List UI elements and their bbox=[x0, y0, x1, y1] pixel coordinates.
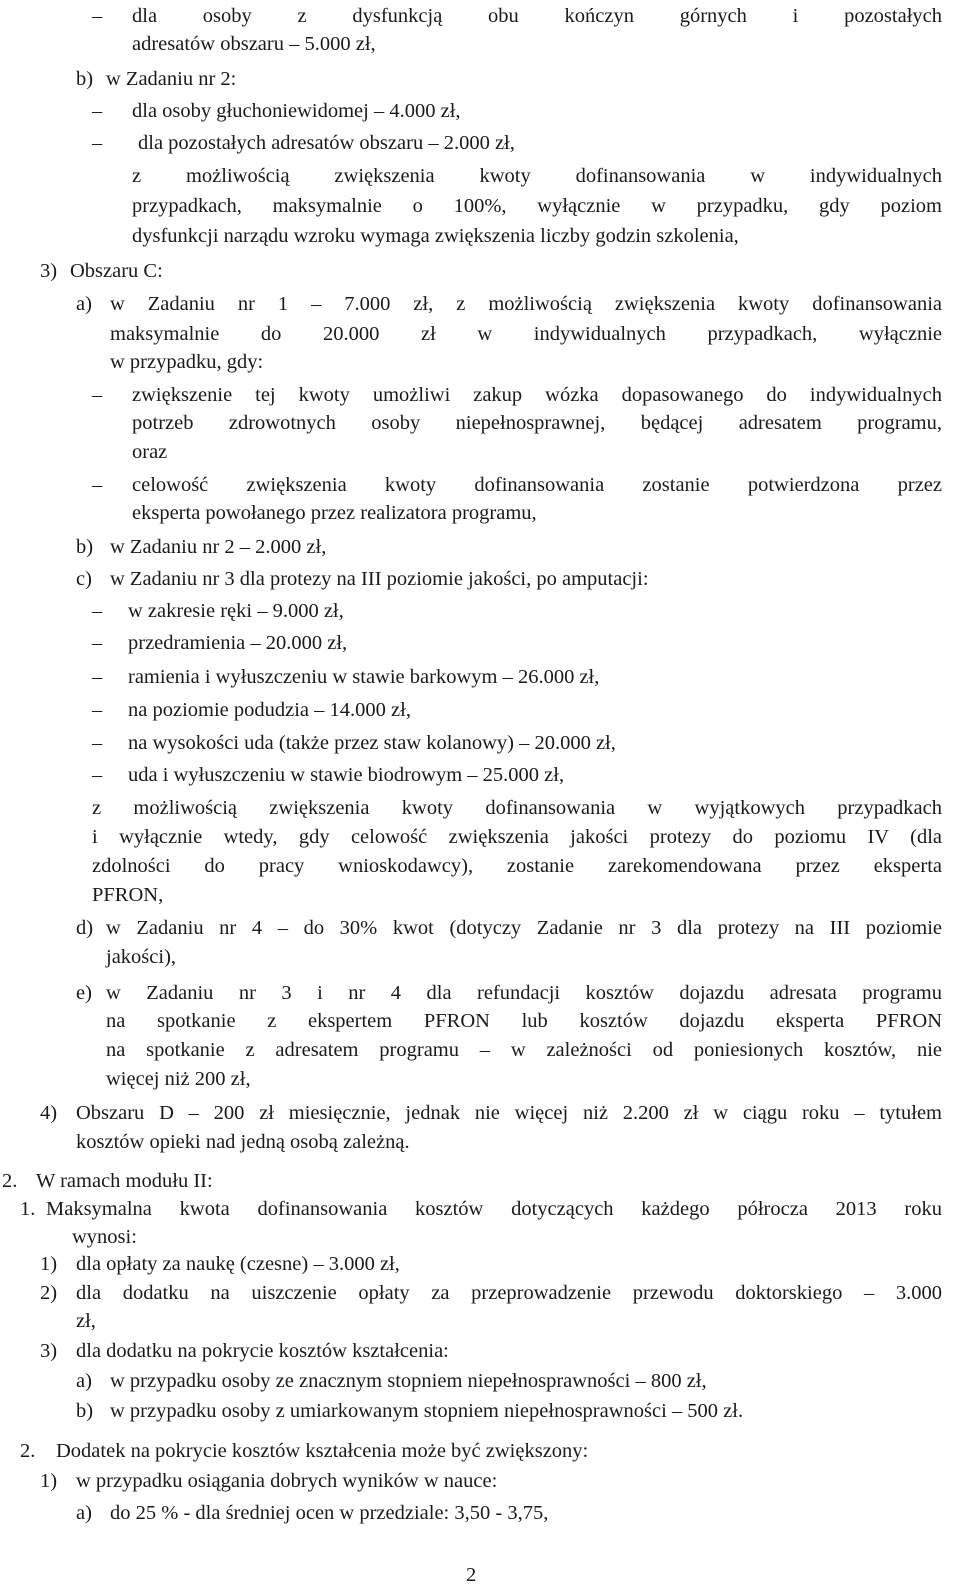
dash-marker: – bbox=[92, 132, 103, 154]
list-marker-3: 3) bbox=[40, 260, 58, 282]
list-marker-b: b) bbox=[76, 1400, 94, 1422]
list-marker-2: 2. bbox=[20, 1440, 36, 1462]
list-marker-a: a) bbox=[76, 293, 92, 315]
dash-marker: – bbox=[92, 732, 103, 754]
text-line: dla osoby głuchoniewidomej – 4.000 zł, bbox=[132, 100, 461, 122]
list-marker-b: b) bbox=[76, 68, 94, 90]
dash-marker: – bbox=[92, 384, 103, 406]
text-line: na poziomie podudzia – 14.000 zł, bbox=[128, 699, 411, 721]
text-line: dysfunkcji narządu wzroku wymaga zwiększenia liczby godzin szkolenia, bbox=[132, 225, 739, 247]
list-marker-a: a) bbox=[76, 1370, 92, 1392]
text-line: w przypadku, gdy: bbox=[110, 351, 264, 373]
dash-marker: – bbox=[92, 699, 103, 721]
list-marker-b: b) bbox=[76, 536, 94, 558]
text-line: z możliwością zwiększenia kwoty dofinansowania w indywidualnych bbox=[132, 165, 942, 187]
text-line: przypadkach, maksymalnie o 100%, wyłącznie w przypadku, gdy poziom bbox=[132, 195, 942, 217]
text-line: kosztów opieki nad jedną osobą zależną. bbox=[76, 1131, 410, 1153]
text-line: uda i wyłuszczeniu w stawie biodrowym – 25.000 zł, bbox=[128, 764, 565, 786]
list-marker-a: a) bbox=[76, 1502, 92, 1524]
text-line: w Zadaniu nr 3 dla protezy na III poziomie jakości, po amputacji: bbox=[110, 568, 649, 590]
list-marker-3: 3) bbox=[40, 1340, 58, 1362]
dash-marker: – bbox=[92, 5, 103, 27]
text-line: dla dodatku na uiszczenie opłaty za przeprowadzenie przewodu doktorskiego – 3.000 bbox=[76, 1282, 942, 1304]
text-line: potrzeb zdrowotnych osoby niepełnosprawnej, będącej adresatem programu, bbox=[132, 412, 942, 434]
text-line: w przypadku osoby z umiarkowanym stopniem niepełnosprawności – 500 zł. bbox=[110, 1400, 744, 1422]
text-line: jakości), bbox=[106, 946, 177, 968]
list-marker-e: e) bbox=[76, 982, 92, 1004]
list-marker-1: 1) bbox=[40, 1253, 58, 1275]
text-line: w przypadku osoby ze znacznym stopniem niepełnosprawności – 800 zł, bbox=[110, 1370, 707, 1392]
text-line: dla osoby z dysfunkcją obu kończyn górnych i pozostałych bbox=[132, 5, 942, 27]
text-line: na wysokości uda (także przez staw kolanowy) – 20.000 zł, bbox=[128, 732, 616, 754]
text-line: przedramienia – 20.000 zł, bbox=[128, 632, 348, 654]
list-marker-1: 1. bbox=[20, 1198, 36, 1220]
text-line: celowość zwiększenia kwoty dofinansowania zostanie potwierdzona przez bbox=[132, 474, 942, 496]
text-line: dla pozostałych adresatów obszaru – 2.000 zł, bbox=[138, 132, 515, 154]
dash-marker: – bbox=[92, 100, 103, 122]
text-line: maksymalnie do 20.000 zł w indywidualnych przypadkach, wyłącznie bbox=[110, 323, 942, 345]
text-line: zwiększenie tej kwoty umożliwi zakup wózka dopasowanego do indywidualnych bbox=[132, 384, 942, 406]
text-line: w przypadku osiągania dobrych wyników w nauce: bbox=[76, 1470, 498, 1492]
dash-marker: – bbox=[92, 600, 103, 622]
text-line: Obszaru D – 200 zł miesięcznie, jednak nie więcej niż 2.200 zł w ciągu roku – tytułem bbox=[76, 1102, 942, 1124]
list-marker-c: c) bbox=[76, 568, 92, 590]
text-line: Maksymalna kwota dofinansowania kosztów dotyczących każdego półrocza 2013 roku bbox=[46, 1198, 942, 1220]
text-line: w Zadaniu nr 4 – do 30% kwot (dotyczy Zadanie nr 3 dla protezy na III poziomie bbox=[106, 917, 942, 939]
text-line: eksperta powołanego przez realizatora programu, bbox=[132, 502, 537, 524]
text-line: Obszaru C: bbox=[70, 260, 163, 282]
text-line: zdolności do pracy wnioskodawcy), zostanie zarekomendowana przez eksperta bbox=[92, 855, 942, 877]
text-line: ramienia i wyłuszczeniu w stawie barkowym – 26.000 zł, bbox=[128, 666, 600, 688]
text-line: dla dodatku na pokrycie kosztów kształcenia: bbox=[76, 1340, 449, 1362]
page-number: 2 bbox=[466, 1564, 477, 1586]
text-line: do 25 % - dla średniej ocen w przedziale: 3,50 - 3,75, bbox=[110, 1502, 549, 1524]
text-line: więcej niż 200 zł, bbox=[106, 1068, 251, 1090]
section-marker-2: 2. bbox=[2, 1170, 18, 1192]
dash-marker: – bbox=[92, 632, 103, 654]
text-line: Dodatek na pokrycie kosztów kształcenia może być zwiększony: bbox=[56, 1440, 589, 1462]
text-line: oraz bbox=[132, 441, 168, 463]
dash-marker: – bbox=[92, 474, 103, 496]
text-line: w zakresie ręki – 9.000 zł, bbox=[128, 600, 344, 622]
text-line: zł, bbox=[76, 1310, 96, 1332]
text-line: na spotkanie z ekspertem PFRON lub kosztów dojazdu eksperta PFRON bbox=[106, 1010, 942, 1032]
list-marker-4: 4) bbox=[40, 1102, 58, 1124]
dash-marker: – bbox=[92, 666, 103, 688]
list-marker-2: 2) bbox=[40, 1282, 58, 1304]
text-line: z możliwością zwiększenia kwoty dofinansowania w wyjątkowych przypadkach bbox=[92, 797, 942, 819]
list-marker-1: 1) bbox=[40, 1470, 58, 1492]
list-marker-d: d) bbox=[76, 917, 94, 939]
text-line: w Zadaniu nr 3 i nr 4 dla refundacji kosztów dojazdu adresata programu bbox=[106, 982, 942, 1004]
text-line: w Zadaniu nr 2: bbox=[106, 68, 237, 90]
text-line: dla opłaty za naukę (czesne) – 3.000 zł, bbox=[76, 1253, 400, 1275]
text-line: i wyłącznie wtedy, gdy celowość zwiększenia jakości protezy do poziomu IV (dla bbox=[92, 826, 942, 848]
text-line: wynosi: bbox=[72, 1226, 137, 1248]
text-line: adresatów obszaru – 5.000 zł, bbox=[132, 33, 376, 55]
text-line: w Zadaniu nr 2 – 2.000 zł, bbox=[110, 536, 327, 558]
text-line: w Zadaniu nr 1 – 7.000 zł, z możliwością zwiększenia kwoty dofinansowania bbox=[110, 293, 942, 315]
section-heading: W ramach modułu II: bbox=[36, 1170, 213, 1192]
text-line: na spotkanie z adresatem programu – w zależności od poniesionych kosztów, nie bbox=[106, 1039, 942, 1061]
dash-marker: – bbox=[92, 764, 103, 786]
text-line: PFRON, bbox=[92, 884, 164, 906]
